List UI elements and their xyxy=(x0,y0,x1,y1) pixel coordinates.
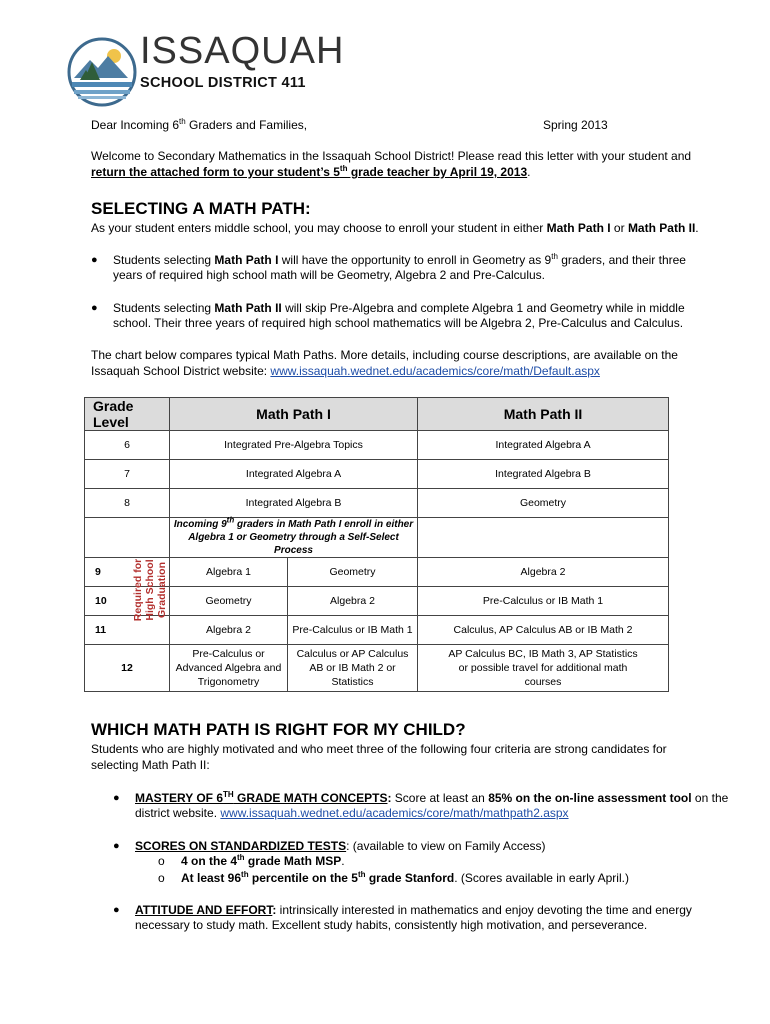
stanford-post: grade Stanford xyxy=(365,871,455,885)
table-note-row xyxy=(85,518,669,558)
math-path-table xyxy=(84,397,668,692)
table-row xyxy=(85,616,669,645)
path1a-cell: Geometry xyxy=(170,587,288,616)
c1-end: on the xyxy=(691,791,729,805)
criterion-scores-label: SCORES ON STANDARDIZED TESTS xyxy=(135,839,347,853)
issaquah-district-logo-icon xyxy=(62,34,152,108)
path2-cell: Integrated Algebra B xyxy=(418,460,669,489)
hollow-circle-icon: o xyxy=(158,854,165,868)
path1a-cell: Algebra 2 xyxy=(170,616,288,645)
b1-post: graders, and their three xyxy=(557,253,686,267)
stanford-end: . (Scores available in early April.) xyxy=(454,871,629,885)
table-row xyxy=(85,460,669,489)
table-row xyxy=(85,489,669,518)
section-heading-selecting: SELECTING A MATH PATH: xyxy=(91,199,311,218)
note-text-end: graders in Math Path I enroll in either xyxy=(234,519,414,530)
bullet-path1-line2: years of required high school math will be Geometry, Algebra 2 and Pre-Calculus. xyxy=(113,268,545,282)
b1-text: Students selecting xyxy=(113,253,215,267)
chart-intro-text: Issaquah School District website: xyxy=(91,364,271,378)
c1-label-sup: TH xyxy=(223,790,234,799)
grade-cell: 11 xyxy=(85,616,170,645)
c1-colon: : xyxy=(387,791,392,805)
path1a-cell: Algebra 1 xyxy=(170,558,288,587)
bullet-path2-line1 xyxy=(113,301,685,316)
header-math-path-1: Math Path I xyxy=(170,398,418,431)
stanford-text: At least 96 xyxy=(181,871,242,885)
grade-cell: 6 xyxy=(85,431,170,460)
stanford-bold xyxy=(181,871,454,885)
bullet-dot-icon: ● xyxy=(91,302,98,314)
stanford-mid: percentile on the 5 xyxy=(248,871,358,885)
path1-cell: Integrated Algebra A xyxy=(170,460,418,489)
intro-text: As your student enters middle school, you may choose to enroll your student in either xyxy=(91,221,547,235)
path1-cell: Integrated Algebra B xyxy=(170,489,418,518)
c1-label-text: MASTERY OF 6 xyxy=(135,791,224,805)
return-form-deadline xyxy=(91,165,527,179)
c2-text: : (available to view on Family Access) xyxy=(346,839,546,853)
return-text-end: grade teacher by April 19, 2013 xyxy=(347,165,528,179)
c1-line2-text: district website. xyxy=(135,806,221,820)
path2-cell: AP Calculus BC, IB Math 3, AP Statistics or possible travel for additional math courses xyxy=(418,645,669,692)
table-row xyxy=(85,587,669,616)
bullet-path1-line1 xyxy=(113,253,686,268)
intro-path2: Math Path II xyxy=(627,221,696,235)
mathpath2-link[interactable]: www.issaquah.wednet.edu/academics/core/math/mathpath2.aspx xyxy=(220,806,569,820)
path1a-cell: Pre-Calculus or Advanced Algebra and Trigonometry xyxy=(170,645,288,692)
bullet-dot-icon: ● xyxy=(113,792,120,804)
header-math-path-2: Math Path II xyxy=(418,398,669,431)
b1-mid: will have the opportunity to enroll in Geometry as 9 xyxy=(278,253,552,267)
criterion-mastery-line1 xyxy=(135,791,728,806)
selecting-intro xyxy=(91,221,699,236)
greeting-text: Dear Incoming 6 xyxy=(91,118,180,132)
grade-cell: 8 xyxy=(85,489,170,518)
criterion-attitude-line2: necessary to study math. Excellent study habits, consistently high motivation, and perseverance. xyxy=(135,918,648,932)
msp-text-end: grade Math MSP xyxy=(244,854,342,868)
grade-cell: 12 xyxy=(85,645,170,692)
intro-path1: Math Path I xyxy=(546,221,611,235)
path2-cell: Algebra 2 xyxy=(418,558,669,587)
stanford-sup: th xyxy=(241,870,249,879)
table-row xyxy=(85,431,669,460)
bullet-path2-line2: school. Their three years of required high school mathematics will be Algebra 2, Pre-Calculus and Calculus. xyxy=(113,316,684,330)
criterion-scores xyxy=(135,839,546,854)
note-sup: th xyxy=(226,515,235,525)
math-default-link[interactable]: www.issaquah.wednet.edu/academics/core/math/Default.aspx xyxy=(270,364,600,378)
note-text: Incoming 9 xyxy=(173,519,227,530)
return-sup: th xyxy=(339,164,348,173)
grade-cell: 7 xyxy=(85,460,170,489)
c1-bold: 85% on the on-line assessment tool xyxy=(488,791,692,805)
note-line2: Algebra 1 or Geometry through a Self-Select Process xyxy=(188,532,399,556)
intro-end: . xyxy=(695,221,699,235)
grade-cell: 9 xyxy=(85,558,170,587)
self-select-note xyxy=(170,515,418,558)
path1b-cell: Pre-Calculus or IB Math 1 xyxy=(288,616,418,645)
c1-label-end: GRADE MATH CONCEPTS xyxy=(233,791,388,805)
path2-cell: Calculus, AP Calculus AB or IB Math 2 xyxy=(418,616,669,645)
path1b-cell: Calculus or AP Calculus AB or IB Math 2 or Statistics xyxy=(288,645,418,692)
b2-bold: Math Path II xyxy=(214,301,282,315)
path2-cell: Integrated Algebra A xyxy=(418,431,669,460)
hs-graduation-label-wrap xyxy=(130,548,170,632)
msp-text: 4 on the 4 xyxy=(181,854,238,868)
return-text: return the attached form to your student’s 5 xyxy=(91,165,340,179)
stanford-sup2: th xyxy=(357,870,366,879)
criterion-attitude-label: ATTITUDE AND EFFORT xyxy=(135,903,273,917)
which-intro-line2: selecting Math Path II: xyxy=(91,758,210,772)
welcome-line: Welcome to Secondary Mathematics in the Issaquah School District! Please read this letter with your student and xyxy=(91,149,692,163)
bullet-dot-icon: ● xyxy=(113,904,120,916)
msp-period: . xyxy=(341,854,345,868)
header-grade-level: Grade Level xyxy=(85,398,170,431)
c3-text: intrinsically interested in mathematics and enjoy devoting the time and energy xyxy=(276,903,692,917)
c1-text: Score at least an xyxy=(391,791,489,805)
return-form-line xyxy=(91,165,530,180)
b1-sup: th xyxy=(551,252,558,261)
section-heading-which-path: WHICH MATH PATH IS RIGHT FOR MY CHILD? xyxy=(91,720,466,739)
greeting-sup: th xyxy=(179,117,186,126)
b2-text: Students selecting xyxy=(113,301,215,315)
chart-intro-line1: The chart below compares typical Math Paths. More details, including course descriptions, are available on the xyxy=(91,348,678,362)
path2-cell: Pre-Calculus or IB Math 1 xyxy=(418,587,669,616)
bullet-dot-icon: ● xyxy=(91,254,98,266)
hs-graduation-label: Required for High School Graduation xyxy=(132,558,168,622)
criterion-stanford xyxy=(181,871,629,886)
criterion-msp xyxy=(181,854,345,869)
table-row xyxy=(85,558,669,587)
path1b-cell: Geometry xyxy=(288,558,418,587)
letter-date: Spring 2013 xyxy=(543,118,608,132)
criterion-mastery-line2 xyxy=(135,806,569,821)
district-name: ISSAQUAH xyxy=(140,30,345,72)
hollow-circle-icon: o xyxy=(158,871,165,885)
criterion-mastery-label xyxy=(135,791,387,805)
c3-colon: : xyxy=(272,903,277,917)
msp-bold xyxy=(181,854,341,868)
which-intro-line1: Students who are highly motivated and who meet three of the following four criteria are strong candidates for xyxy=(91,742,667,756)
greeting xyxy=(91,118,307,133)
chart-intro-line2 xyxy=(91,364,600,379)
district-subtitle: SCHOOL DISTRICT 411 xyxy=(140,75,306,91)
empty-cell xyxy=(418,518,669,558)
b1-bold: Math Path I xyxy=(214,253,279,267)
path1b-cell: Algebra 2 xyxy=(288,587,418,616)
table-row xyxy=(85,645,669,692)
grade-cell: 10 xyxy=(85,587,170,616)
bullet-dot-icon: ● xyxy=(113,840,120,852)
b2-post: will skip Pre-Algebra and complete Algebra 1 and Geometry while in middle xyxy=(281,301,685,315)
return-period: . xyxy=(527,165,531,179)
intro-or: or xyxy=(610,221,628,235)
path1-cell: Integrated Pre-Algebra Topics xyxy=(170,431,418,460)
greeting-text-end: Graders and Families, xyxy=(185,118,308,132)
msp-sup: th xyxy=(237,853,245,862)
criterion-attitude-line1 xyxy=(135,903,692,918)
path2-cell: Geometry xyxy=(418,489,669,518)
